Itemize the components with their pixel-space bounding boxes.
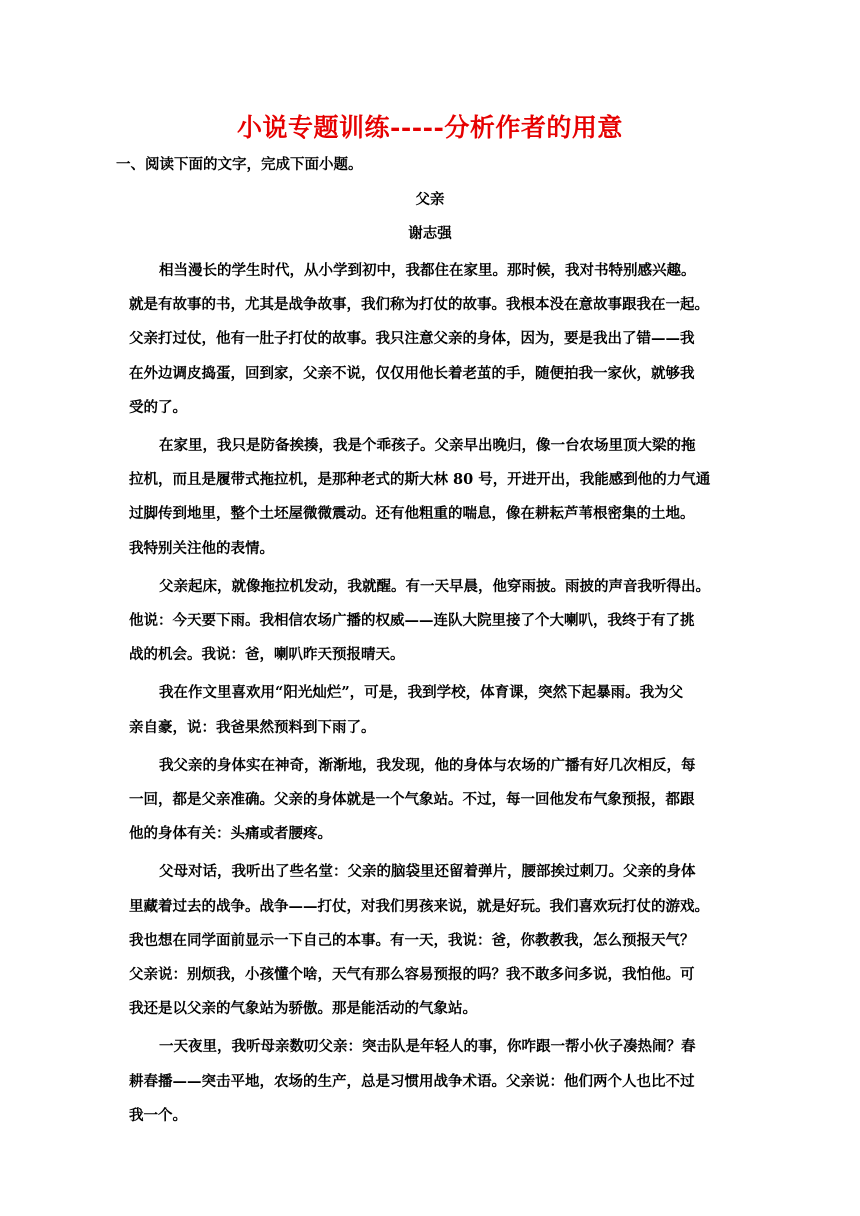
paragraph-line: 我在作文里喜欢用“阳光灿烂”，可是，我到学校，体育课，突然下起暴雨。我为父	[159, 684, 684, 702]
paragraph-line: 受的了。	[129, 398, 187, 416]
story-title: 父亲	[415, 191, 445, 208]
paragraph-line: 拉机，而且是履带式拖拉机，是那种老式的斯大林 80 号，开进开出，我能感到他的力气通	[129, 471, 711, 489]
story-paragraph	[129, 254, 735, 425]
paragraph-line: 父亲起床，就像拖拉机发动，我就醒。有一天早晨，他穿雨披。雨披的声音我听得出。	[159, 577, 710, 595]
paragraph-line: 过脚传到地里，整个土坯屋微微震动。还有他粗重的喘息，像在耕耘芦苇根密集的土地。	[129, 505, 695, 523]
paragraph-line: 我父亲的身体实在神奇，渐渐地，我发现，他的身体与农场的广播有好几次相反，每	[159, 756, 696, 774]
document-title: 小说专题训练-----分析作者的用意	[237, 113, 623, 142]
paragraph-line: 父亲说：别烦我，小孩懂个啥，天气有那么容易预报的吗？我不敢多问多说，我怕他。可	[129, 966, 695, 984]
paragraph-line: 我还是以父亲的气象站为骄傲。那是能活动的气象站。	[129, 1000, 477, 1018]
paragraph-line: 里藏着过去的战争。战争——打仗，对我们男孩来说，就是好玩。我们喜欢玩打仗的游戏。	[129, 897, 709, 915]
paragraph-line: 亲自豪，说：我爸果然预料到下雨了。	[129, 718, 376, 736]
paragraph-line: 一回，都是父亲准确。父亲的身体就是一个气象站。不过，每一回他发布气象预报，都跟	[129, 791, 695, 809]
paragraph-line: 就是有故事的书，尤其是战争故事，我们称为打仗的故事。我根本没在意故事跟我在一起。	[129, 296, 709, 314]
story-body	[129, 254, 735, 1137]
paragraph-line: 相当漫长的学生时代，从小学到初中，我都住在家里。那时候，我对书特别感兴趣。	[159, 262, 696, 279]
story-paragraph	[129, 570, 735, 673]
story-paragraph	[129, 676, 735, 744]
paragraph-line: 我一个。	[129, 1106, 187, 1124]
paragraph-line: 他说：今天要下雨。我相信农场广播的权威——连队大院里接了个大喇叭，我终于有了挑	[129, 612, 695, 630]
paragraph-line: 战的机会。我说：爸，喇叭昨天预报晴天。	[129, 646, 405, 664]
paragraph-line: 耕春播——突击平地，农场的生产，总是习惯用战争术语。父亲说：他们两个人也比不过	[129, 1072, 695, 1090]
paragraph-line: 一天夜里，我听母亲数叨父亲：突击队是年轻人的事，你咋跟一帮小伙子凑热闹？春	[159, 1038, 696, 1056]
story-paragraph	[129, 1030, 735, 1133]
story-paragraph	[129, 855, 735, 1026]
paragraph-line: 父母对话，我听出了些名堂：父亲的脑袋里还留着弹片，腰部挨过刺刀。父亲的身体	[159, 863, 696, 881]
paragraph-line: 我也想在同学面前显示一下自己的本事。有一天，我说：爸，你教教我，怎么预报天气？	[129, 931, 695, 949]
paragraph-line: 我特别关注他的表情。	[129, 539, 274, 557]
story-author: 谢志强	[408, 225, 452, 242]
story-paragraph	[129, 749, 735, 852]
paragraph-line: 在家里，我只是防备挨揍，我是个乖孩子。父亲早出晚归，像一台农场里顶大梁的拖	[159, 437, 696, 455]
paragraph-line: 在外边调皮捣蛋，回到家，父亲不说，仅仅用他长着老茧的手，随便拍我一家伙，就够我	[129, 364, 695, 382]
paragraph-line: 父亲打过仗，他有一肚子打仗的故事。我只注意父亲的身体，因为，要是我出了错——我	[129, 330, 695, 348]
story-paragraph	[129, 429, 735, 566]
question-instruction: 一、阅读下面的文字，完成下面小题。	[116, 156, 363, 173]
paragraph-line: 他的身体有关：头痛或者腰疼。	[129, 825, 332, 843]
